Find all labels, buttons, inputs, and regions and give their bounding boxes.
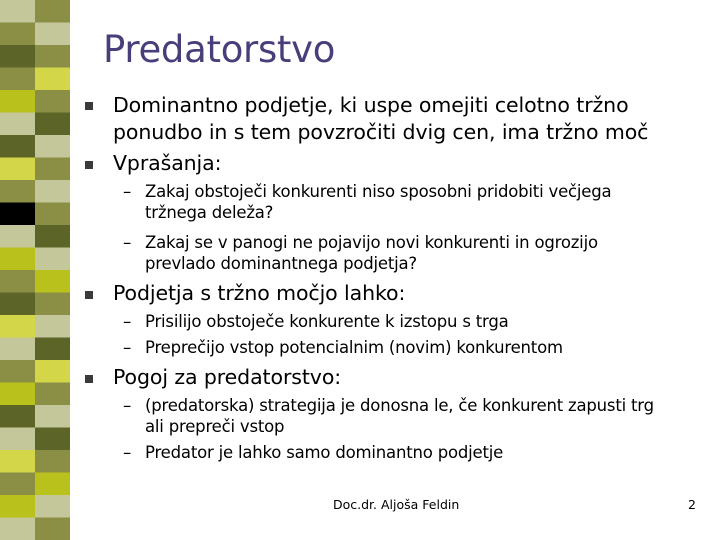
sub-bullet-line: Zakaj obstoječi konkurenti niso sposobni pridobiti večjega [145,182,612,201]
stripe-tile [0,518,35,540]
stripe-tile [0,405,35,428]
stripe-tile [35,405,70,428]
stripe-tile [0,315,35,338]
stripe-tile [0,270,35,293]
sub-bullet [123,395,654,437]
stripe-tile [35,248,70,271]
stripe-tile [0,45,35,68]
stripe-tile [35,113,70,136]
stripe-tile [0,248,35,271]
stripe-tile [35,90,70,113]
stripe-tile [0,23,35,46]
stripe-tile [0,180,35,203]
stripe-tile [35,518,70,540]
stripe-tile [35,360,70,383]
dash-marker: – [123,312,132,331]
page-number: 2 [688,497,696,512]
stripe-tile [0,158,35,181]
sub-bullet [123,337,563,358]
stripe-tile [35,473,70,496]
sub-bullet-line: (predatorska) strategija je donosna le, če konkurent zapusti trg [145,396,654,415]
stripe-tile [0,383,35,406]
bullet-marker [85,102,93,110]
bullet-text: Pogoj za predatorstvo: [113,365,342,389]
sub-bullet [123,181,611,223]
dash-marker: – [123,396,132,415]
footer-author: Doc.dr. Aljoša Feldin [333,497,460,512]
stripe-tile [35,383,70,406]
dash-marker: – [123,233,132,252]
bullet-text [113,92,648,146]
bullet-marker [85,291,93,299]
bullet-text: Podjetja s tržno močjo lahko: [113,281,406,305]
bullet-marker [85,375,93,383]
sub-bullet-line: Zakaj se v panogi ne pojavijo novi konkurenti in ogrozijo [145,233,598,252]
slide-title: Predatorstvo [103,28,336,71]
dash-marker: – [123,443,132,462]
sub-bullet-line: tržnega deleža? [145,203,274,222]
stripe-tile [0,203,35,226]
stripe-tile [35,270,70,293]
sub-bullet-line: Predator je lahko samo dominantno podjetje [145,443,504,462]
sub-bullet [123,311,509,332]
stripe-tile [35,45,70,68]
stripe-tile [35,450,70,473]
stripe-tile [35,428,70,451]
stripe-tile [0,135,35,158]
stripe-tile [0,293,35,316]
stripe-tile [35,68,70,91]
bullet-marker [85,161,93,169]
bullet-text: Vprašanja: [113,151,222,175]
stripe-tile [35,338,70,361]
stripe-tile [35,180,70,203]
stripe-tile [0,338,35,361]
sub-bullet-line: Preprečijo vstop potencialnim (novim) konkurentom [145,338,563,357]
dash-marker: – [123,182,132,201]
bullet-line: Dominantno podjetje, ki uspe omejiti celotno tržno [113,93,629,117]
stripe-tile [0,68,35,91]
stripe-tile [0,450,35,473]
stripe-tile [35,293,70,316]
stripe-tile [0,428,35,451]
stripe-tile [35,315,70,338]
stripe-tile [35,0,70,23]
stripe-tile [0,113,35,136]
sub-bullet-line: prevlado dominantnega podjetja? [145,254,417,273]
decorative-stripe [0,0,70,540]
sub-bullet [123,442,503,463]
stripe-tile [35,203,70,226]
stripe-tile [0,473,35,496]
stripe-tile [35,23,70,46]
sub-bullet-line: ali prepreči vstop [145,417,285,436]
stripe-tile [0,90,35,113]
stripe-tile [35,135,70,158]
stripe-tile [35,495,70,518]
stripe-tile [0,495,35,518]
stripe-tile [0,360,35,383]
stripe-tile [35,225,70,248]
stripe-tile [0,225,35,248]
bullet-line: ponudbo in s tem povzročiti dvig cen, ima tržno moč [113,120,649,144]
stripe-tile [0,0,35,23]
stripe-tile [35,158,70,181]
sub-bullet [123,232,598,274]
dash-marker: – [123,338,132,357]
sub-bullet-line: Prisilijo obstoječe konkurente k izstopu s trga [145,312,509,331]
